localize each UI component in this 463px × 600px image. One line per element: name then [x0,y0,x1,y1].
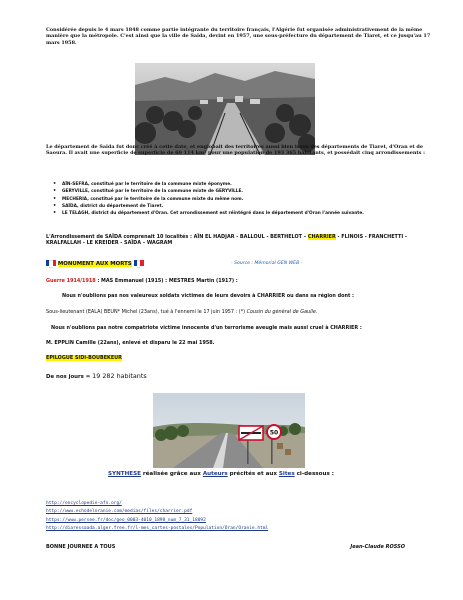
footer-author: Jean-Claude ROSSO [350,544,405,550]
synthese-text-3: ci-dessous : [294,471,334,477]
list-item-text: AÏN-SEFRA, constitué par le territoire de la commune mixte éponyme. [62,182,232,187]
sidi-boubekeur-road-photo [153,393,305,468]
bullet-icon: • [53,202,57,209]
authors-link[interactable]: Auteurs [202,471,228,477]
epilogue-title: EPILOGUE SIDI-BOUBEKEUR [46,355,122,361]
population-line [46,373,435,380]
synthese-text-2: précités et aux [227,471,279,477]
list-item-text: MECHERIA, constitué par le territoire de la commune mixte du même nom. [62,196,244,202]
synthese-line [108,471,435,477]
saida-historic-photo [135,63,315,155]
list-item-text: SAÏDA, district du département de Tiaret. [62,203,164,209]
list-item [53,188,364,195]
list-item [53,195,364,203]
monument-title: MONUMENT AUX MORTS [57,260,132,267]
list-item-text: LE TELAGH, district du département d'Oran. Cet arrondissement est réintégré dans le département d'Oran l'année suivante. [62,211,364,217]
french-flag-icon [46,260,56,266]
synthese-text: réalisée grâce aux [140,471,203,477]
department-paragraph: Le département de Saïda fut donc créé à cette date, et englobait des territoires aussi bien issus des départements de Tiaret, d'Oran et de Saoura. Il avait une superficie de superficie de 60 114 km² pour une population de 193 365 habitants, et possédait cinq arrondissements : [46,144,425,157]
localities-text-end: - FLINOIS - FRANCHETTI - KRALFALLAH - LE KREIDER - SAÏDA – WAGRAM [46,234,407,247]
monument-source [231,261,302,267]
footer [46,544,435,550]
link-persee[interactable]: https://www.persee.fr/doc/geo_0003-4010_1898_num_7_31_18092 [46,517,206,523]
epilogue-heading [46,355,435,361]
lieutenant-text: Sous-lieutenant (EALA) BEUN* Michel (23ans), tué à l'ennemi le 17 juin 1957 : (*) [46,309,247,315]
bullet-icon: • [53,188,57,195]
arrondissement-lead: L'Arrondissement de SAÏDA [46,234,122,240]
link-echodeloranie[interactable]: http://www.echodeloranie.com/medias/files/charrier.pdf [46,509,193,515]
population-value: 19 282 habitants [92,372,147,380]
lieutenant-note: Cousin du général de Gaulle. [246,309,318,315]
links-list [46,500,435,534]
remember-soldiers: Nous n'oublions pas nos valeureux soldats victimes de leurs devoirs à CHARRIER ou dans sa région dont : [62,293,354,299]
memorial-genweb-link[interactable]: Mémorial GEN WEB [254,261,300,266]
war-line [46,278,435,284]
monument-heading-row [46,260,435,267]
list-item [53,202,364,210]
sites-link[interactable]: Sites [278,471,295,477]
source-prefix: - Source : [231,261,255,266]
source-suffix: - [299,261,303,266]
list-item [53,181,364,188]
epplin-line: M. EPPLIN Camille (22ans), enlevé et disparu le 22 mai 1958. [46,340,215,346]
list-item [53,210,364,217]
war-label: Guerre 1914/1918 [46,278,96,284]
arrondissements-list [46,181,364,217]
bullet-icon: • [53,181,57,187]
link-encyclopedie-afn[interactable]: http://encyclopedie-afn.org/ [46,501,122,506]
speed-limit-sign: 50 [269,429,279,437]
charrier-highlight: CHARRIER [307,234,336,240]
bullet-icon: • [53,210,57,217]
lieutenant-line [46,309,435,315]
arrondissement-saida-paragraph [46,234,435,247]
localities-text: comprenait 10 localités : AÏN EL HADJAR - BALLOUL - BERTHELOT – [121,234,308,240]
link-diaressaada[interactable]: http://diaressaada.alger.free.fr/l-mes_cartes-postales/Population/Oran/Oranie.html [46,526,269,532]
french-flag-icon [134,260,144,266]
footer-greeting: BONNE JOURNEE A TOUS [46,544,116,550]
intro-paragraph: Considérée depuis le 4 mars 1848 comme partie intégrante du territoire français, l'Algérie fut organisée administrativement de la même manière que la métropole. C'est ainsi que la ville de Saïda, devint en 1957, une sous-préfecture du département de Tiaret, et ce jusqu'au 17 mars 1958. [46,27,431,46]
synthese-word: SYNTHESE [108,471,141,477]
population-label: De nos jours = [46,374,93,380]
list-item-text: GERYVILLE, constitué par le territoire de la commune mixte de GERYVILLE. [62,189,244,195]
bullet-icon: • [53,195,57,202]
remember-civilian: Nous n'oublions pas notre compatriote victime innocente d'un terrorisme aveugle mais aussi cruel à CHARRIER : [51,325,362,331]
war-names: : MAS Emmanuel (1915) : MESTRES Martin (1917) : [95,278,238,284]
